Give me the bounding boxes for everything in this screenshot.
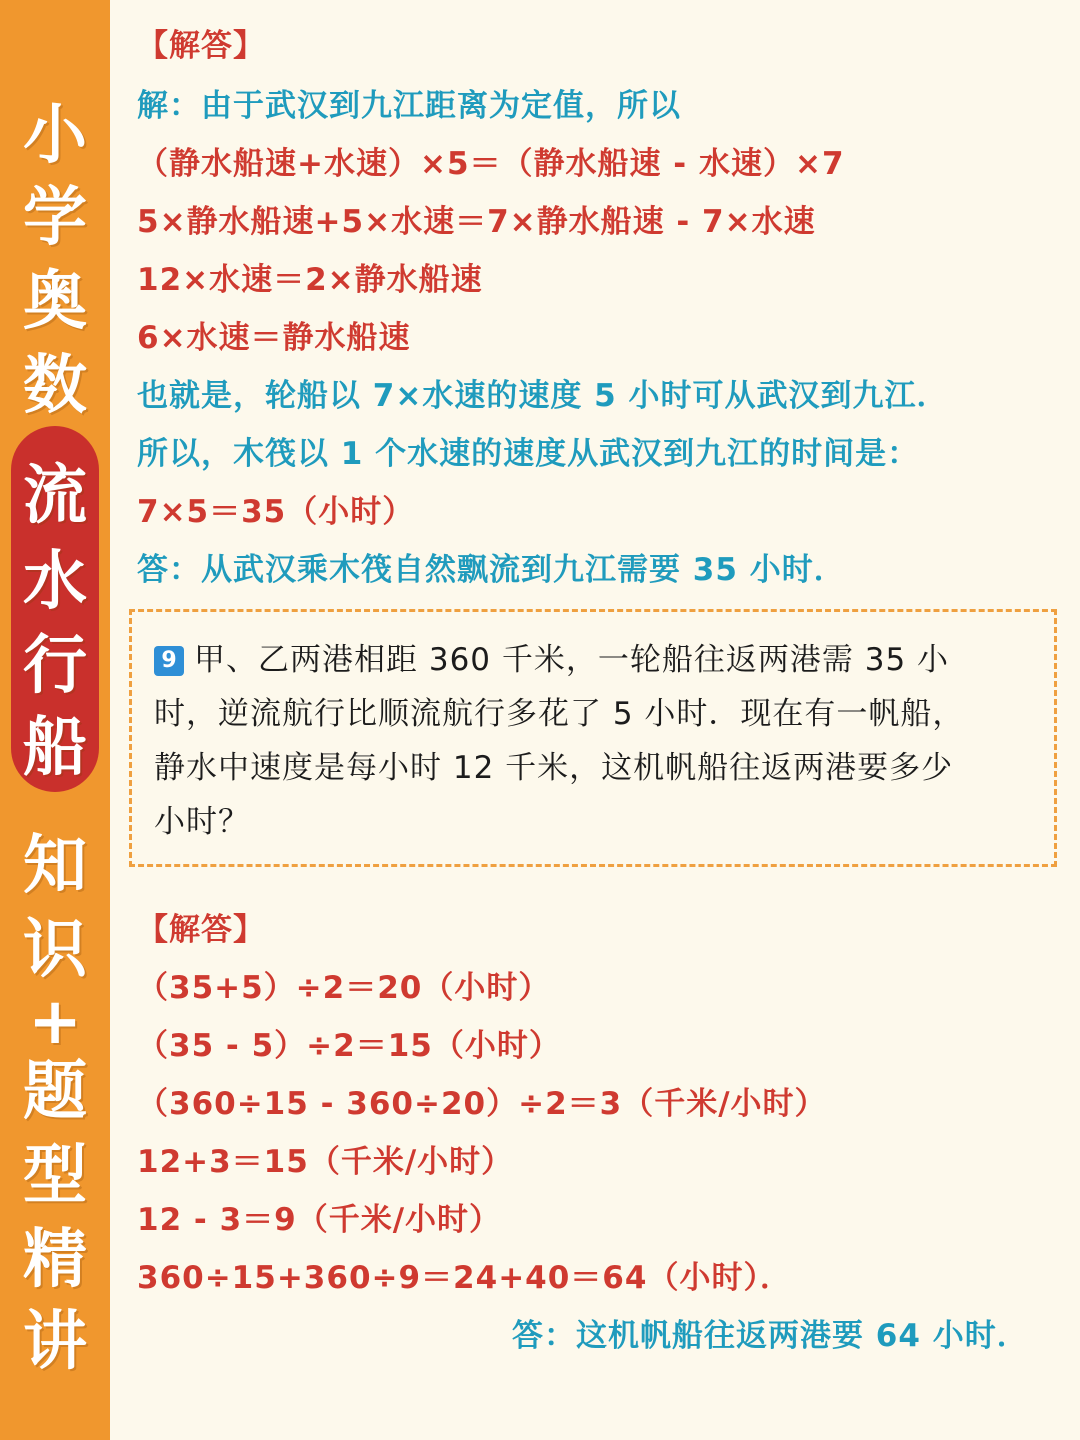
problem-line: [154, 640, 949, 680]
sidebar-char: 精: [23, 1223, 87, 1297]
problem-line: 静水中速度是每小时 12 千米，这机帆船往返两港要多少: [154, 750, 954, 786]
section2-heading: 【解答】: [137, 912, 265, 948]
solution-line: （35 - 5）÷2＝15（小时）: [137, 1028, 561, 1064]
solution-line: （静水船速+水速）×5＝（静水船速 - 水速）×7: [137, 146, 845, 182]
solution-line: 7×5＝35（小时）: [137, 494, 415, 530]
sidebar-char: +: [28, 985, 82, 1059]
sidebar-topic-char: 行: [23, 629, 87, 703]
sidebar-title-banner: [0, 0, 110, 1440]
problem-number-badge: 9: [154, 646, 184, 676]
answer-line: 答：从武汉乘木筏自然飘流到九江需要 35 小时．: [137, 552, 846, 588]
solution-line: 所以，木筏以 1 个水速的速度从武汉到九江的时间是：: [137, 436, 920, 472]
solution-line: 5×静水船速+5×水速＝7×静水船速 - 7×水速: [137, 204, 816, 240]
sidebar-char: 题: [23, 1055, 87, 1129]
problem-text: 甲、乙两港相距 360 千米，一轮船往返两港需 35 小: [194, 642, 950, 678]
sidebar-char: 数: [23, 349, 87, 423]
sidebar-char: 识: [23, 913, 87, 987]
sidebar-topic-char: 流: [23, 459, 87, 533]
solution-line: 6×水速＝静水船速: [137, 320, 411, 356]
sidebar-char: 小: [23, 99, 87, 173]
sidebar-char: 学: [23, 181, 87, 255]
sidebar-char: 讲: [23, 1305, 87, 1379]
solution-line: 12×水速＝2×静水船速: [137, 262, 483, 298]
sidebar-topic-char: 水: [23, 545, 87, 619]
problem-line: 小时？: [154, 804, 250, 840]
problem-line: 时，逆流航行比顺流航行多花了 5 小时．现在有一帆船，: [154, 696, 965, 732]
solution-line: （360÷15 - 360÷20）÷2＝3（千米/小时）: [137, 1086, 827, 1122]
section1-heading: 【解答】: [137, 28, 265, 64]
solution-line: 解：由于武汉到九江距离为定值，所以: [137, 88, 681, 124]
solution-line: 360÷15+360÷9＝24+40＝64（小时）．: [137, 1260, 792, 1296]
solution-line: （35+5）÷2＝20（小时）: [137, 970, 551, 1006]
solution-line: 12 - 3＝9（千米/小时）: [137, 1202, 502, 1238]
sidebar-char: 知: [23, 829, 87, 903]
answer-line: 答：这机帆船往返两港要 64 小时．: [512, 1318, 1029, 1354]
sidebar-topic-char: 船: [23, 711, 87, 785]
solution-line: 也就是，轮船以 7×水速的速度 5 小时可从武汉到九江．: [137, 378, 949, 414]
sidebar-char: 型: [23, 1139, 87, 1213]
solution-line: 12+3＝15（千米/小时）: [137, 1144, 514, 1180]
sidebar-char: 奥: [23, 265, 87, 339]
